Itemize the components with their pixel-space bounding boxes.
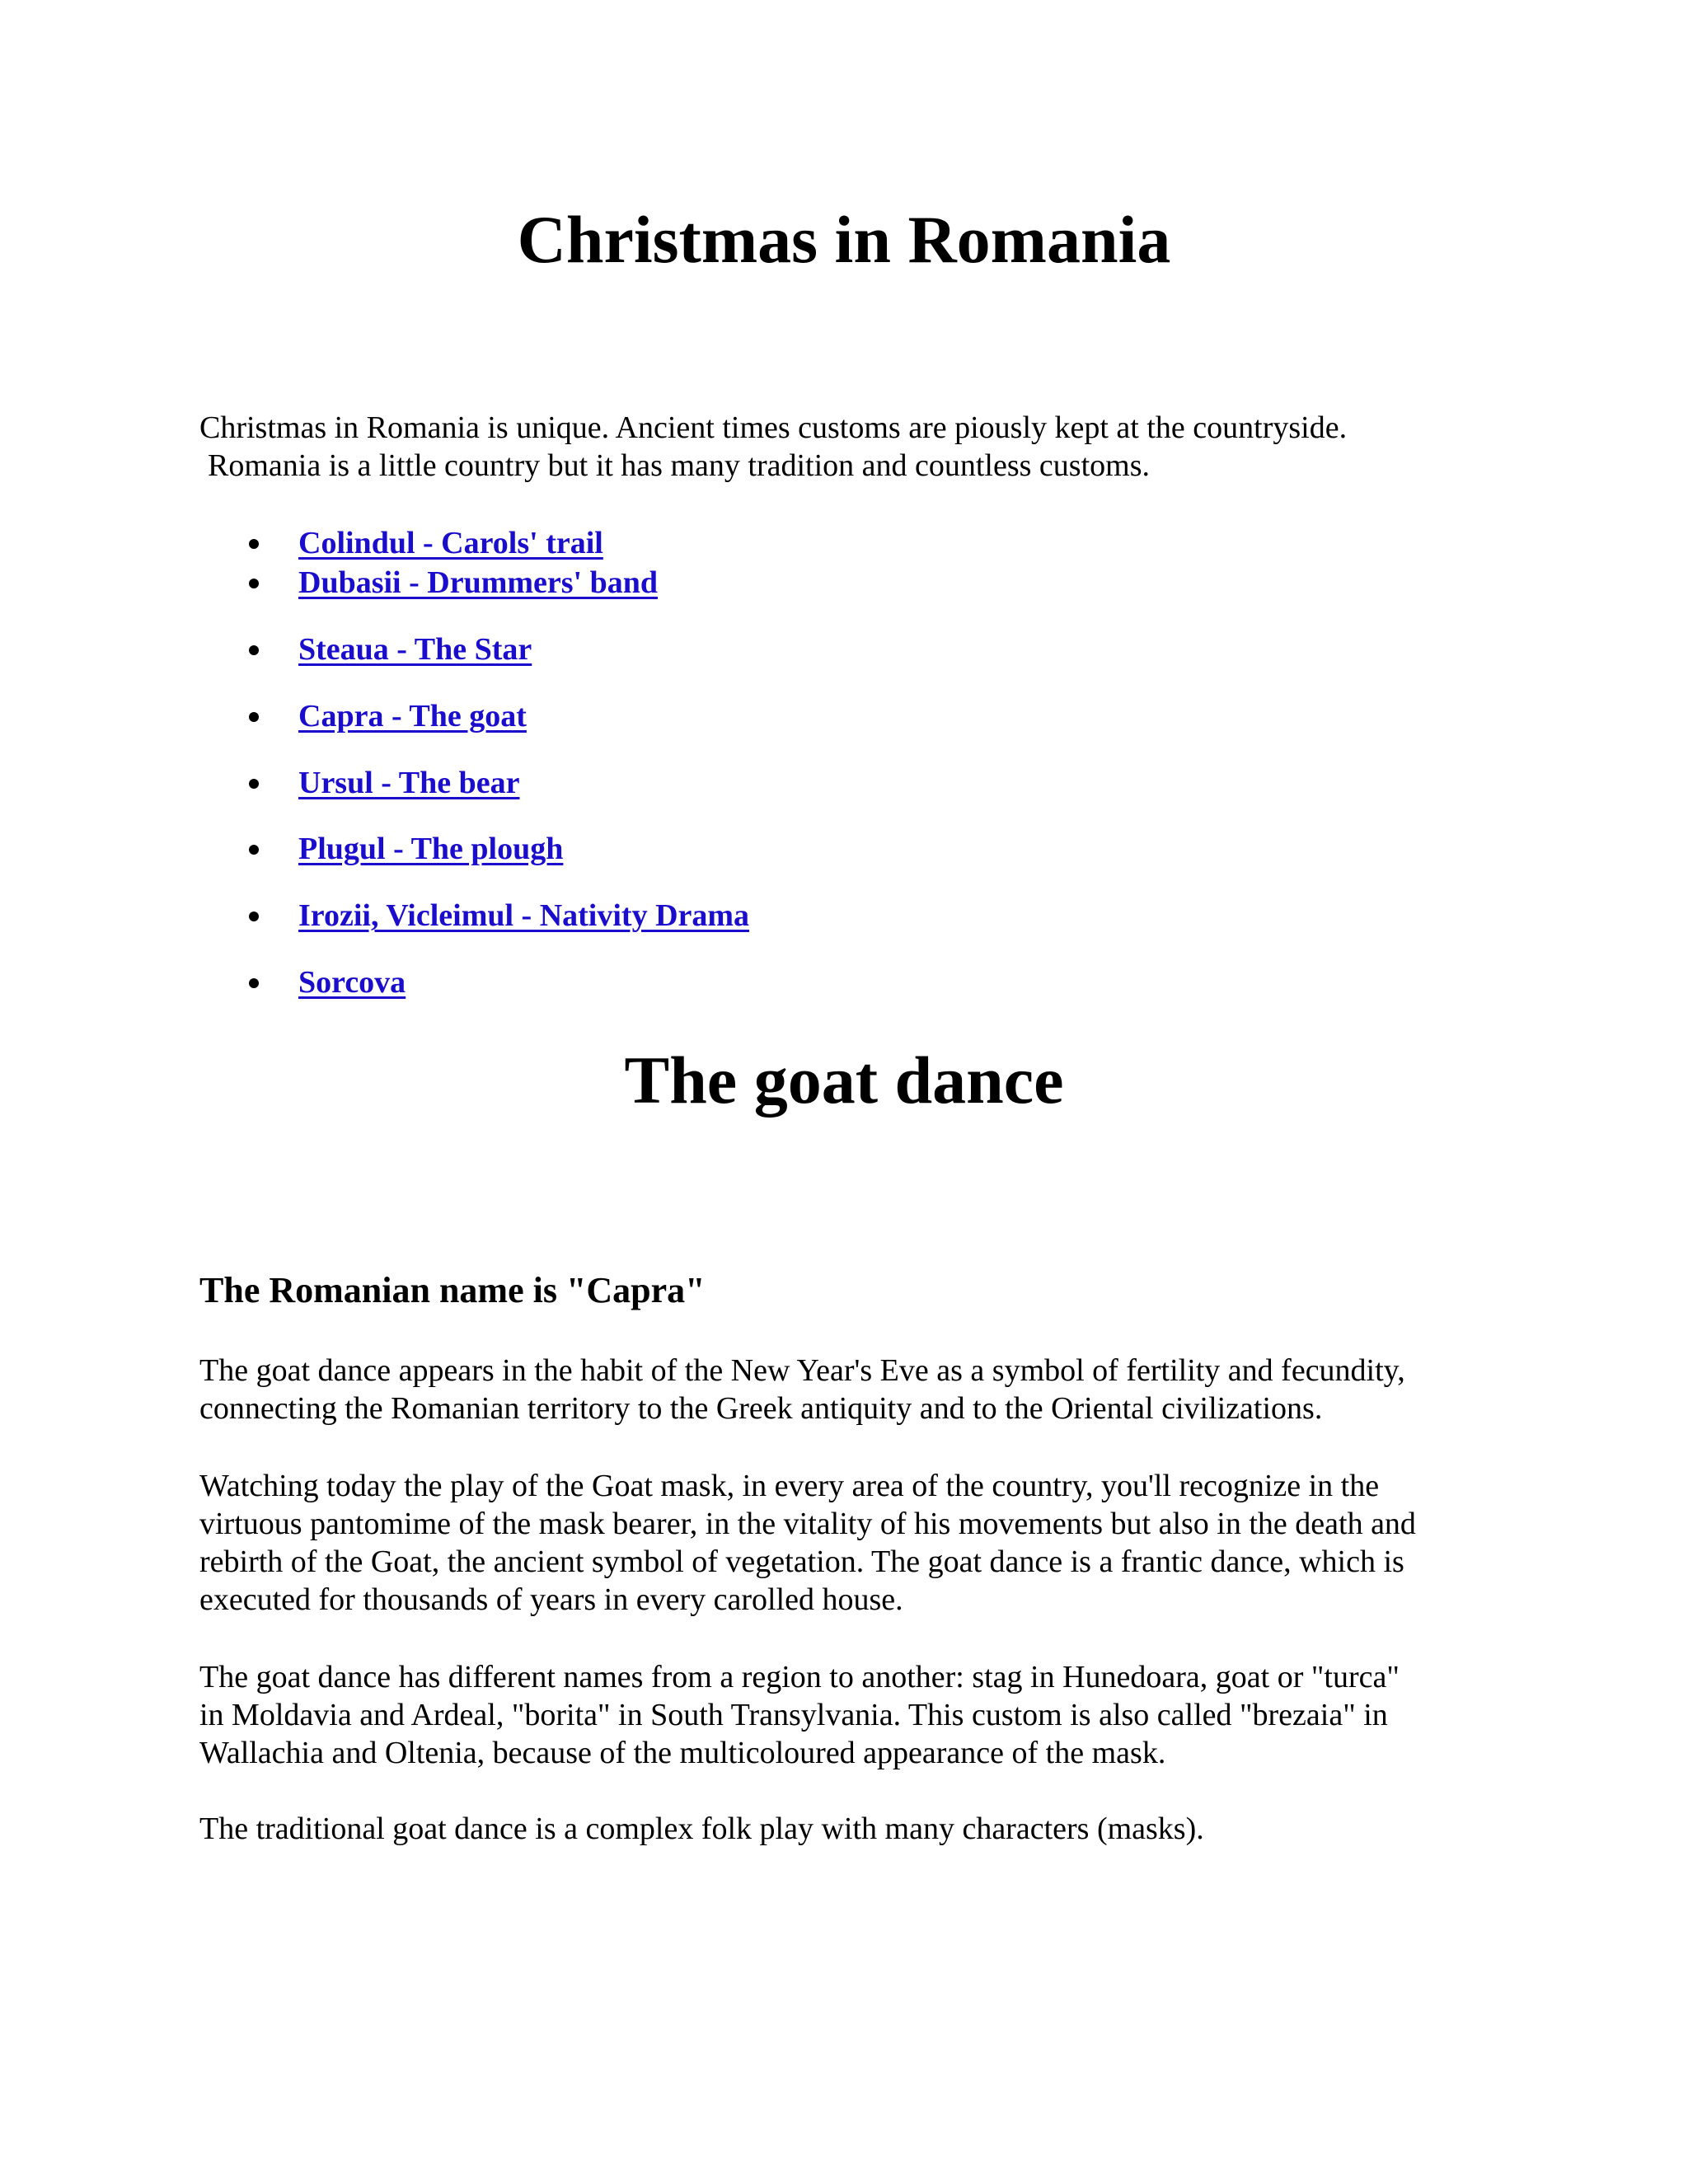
link-steaua[interactable]: Steaua - The Star (298, 632, 532, 667)
page-title: Christmas in Romania (517, 202, 1171, 277)
section-heading: The goat dance (624, 1043, 1064, 1118)
paragraph-line: rebirth of the Goat, the ancient symbol of vegetation. The goat dance is a frantic dance, which is (199, 1544, 1404, 1579)
paragraph-line: executed for thousands of years in every carolled house. (199, 1582, 903, 1617)
intro-line: Christmas in Romania is unique. Ancient times customs are piously kept at the countryside. (199, 410, 1348, 445)
paragraph (199, 1467, 1551, 1619)
paragraph-line: The traditional goat dance is a complex folk play with many characters (masks). (199, 1811, 1204, 1846)
link-colindul[interactable]: Colindul - Carols' trail (298, 526, 603, 560)
link-sorcova[interactable]: Sorcova (298, 965, 406, 1000)
section-subheading: The Romanian name is "Capra" (199, 1270, 706, 1310)
link-plugul[interactable]: Plugul - The plough (298, 832, 564, 866)
paragraph (199, 1352, 1551, 1427)
intro-line: Romania is a little country but it has many tradition and countless customs. (208, 448, 1150, 483)
paragraph-line: The goat dance has different names from a region to another: stag in Hunedoara, goat or "turca" (199, 1660, 1400, 1694)
bullet-icon (249, 539, 259, 549)
link-capra[interactable]: Capra - The goat (298, 699, 527, 733)
paragraph-line: virtuous pantomime of the mask bearer, in the vitality of his movements but also in the death and (199, 1507, 1416, 1541)
paragraph-line: The goat dance appears in the habit of the New Year's Eve as a symbol of fertility and fecundity, (199, 1353, 1405, 1388)
bullet-icon (249, 645, 259, 655)
paragraph (199, 1810, 1551, 1848)
bullet-icon (249, 978, 259, 988)
bullet-icon (249, 912, 259, 921)
paragraph-line: in Moldavia and Ardeal, "borita" in South Transylvania. This custom is also called "brezaia" in (199, 1698, 1388, 1732)
paragraph-line: connecting the Romanian territory to the Greek antiquity and to the Oriental civilizations. (199, 1391, 1323, 1426)
link-ursul[interactable]: Ursul - The bear (298, 766, 520, 800)
paragraph-line: Watching today the play of the Goat mask, in every area of the country, you'll recognize in the (199, 1469, 1380, 1503)
bullet-icon (249, 579, 259, 588)
paragraph-line: Wallachia and Oltenia, because of the multicoloured appearance of the mask. (199, 1736, 1166, 1770)
link-dubasii[interactable]: Dubasii - Drummers' band (298, 565, 658, 600)
bullet-icon (249, 845, 259, 855)
link-irozii[interactable]: Irozii, Vicleimul - Nativity Drama (298, 898, 750, 933)
bullet-icon (249, 712, 259, 722)
intro-paragraph (199, 409, 1551, 485)
paragraph (199, 1658, 1551, 1772)
bullet-icon (249, 779, 259, 789)
